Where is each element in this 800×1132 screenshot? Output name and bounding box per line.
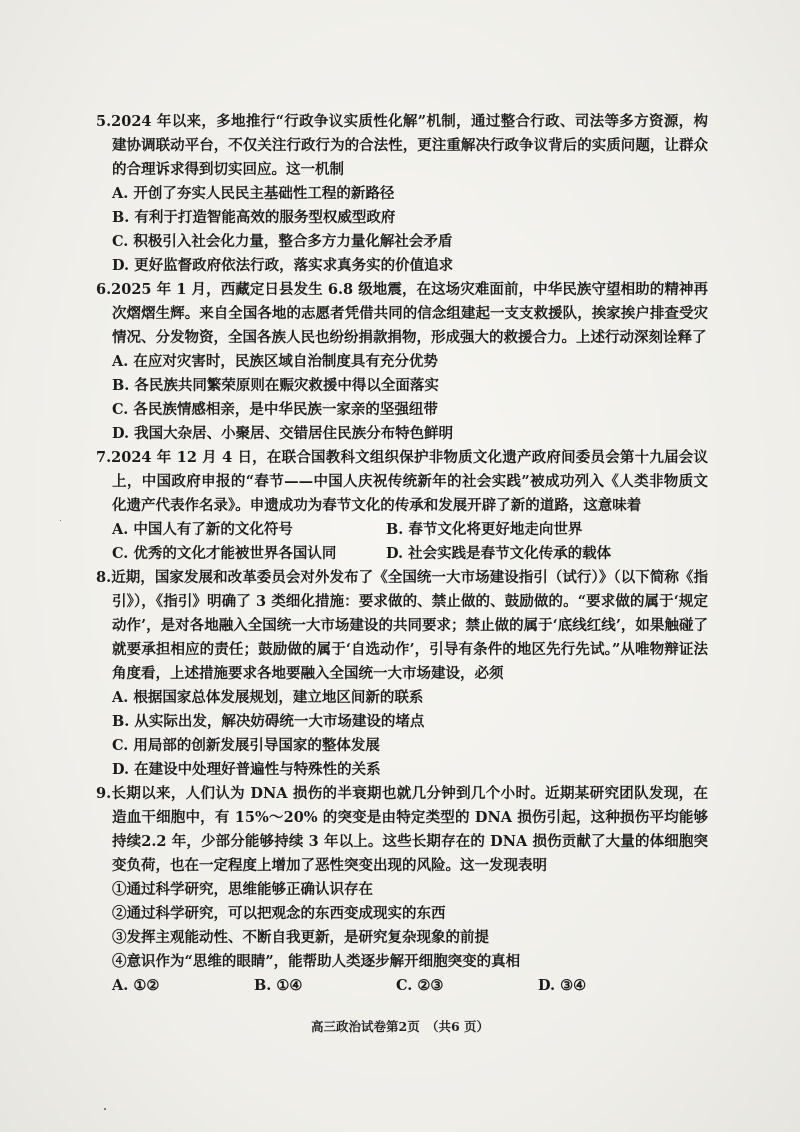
question-6-stem: 6.2025 年 1 月，西藏定日县发生 6.8 级地震，在这场灾难面前，中华民族守望相助的精神再次熠熠生辉。来自全国各地的志愿者凭借共同的信念组建起一支支救援队，挨家挨户排查受灾情况、分发物资，全国各族人民也纷纷捐款捐物，形成强大的救援合力。上述行动深刻诠释了 <box>96 281 708 346</box>
option-a: A. 根据国家总体发展规划，建立地区间新的联系 <box>112 689 424 706</box>
question-number: 8. <box>96 569 112 586</box>
question-7 <box>96 446 708 566</box>
option-c: C. 优秀的文化才能被世界各国认同 <box>112 545 337 562</box>
question-number: 7. <box>96 449 112 466</box>
scan-speck <box>60 520 61 521</box>
statement-2: ②通过科学研究，可以把观念的东西变成现实的东西 <box>112 905 446 922</box>
option-c: C. 积极引入社会化力量，整合多方力量化解社会矛盾 <box>112 233 453 250</box>
option-c: C. 各民族情感相亲，是中华民族一家亲的坚强纽带 <box>112 401 438 418</box>
scan-speck <box>104 1108 106 1110</box>
question-7-stem: 7.2024 年 12 月 4 日，在联合国教科文组织保护非物质文化遗产政府间委员会第十九届会议上，中国政府申报的“春节——中国人庆祝传统新年的社会实践”被成功列入《人类非物质文化遗产代表作名录》。申遗成功为春节文化的传承和发展开辟了新的道路，这意味着 <box>96 449 709 514</box>
question-9-stem: 9.长期以来，人们认为 DNA 损伤的半衰期也就几分钟到几个小时。近期某研究团队发现，在造血干细胞中，有 15%～20% 的突变是由特定类型的 DNA 损伤引起，这种损伤平均能够持续2.2 年，少部分能够持续 3 年以上。这些长期存在的 DNA 损伤贡献了大量的体细胞突变负荷，也在一定程度上增加了恶性突变出现的风险。这一发现表明 <box>96 785 709 874</box>
question-list <box>96 110 708 998</box>
statement-1: ①通过科学研究，思维能够正确认识存在 <box>112 881 373 898</box>
option-a: A. 中国人有了新的文化符号 <box>112 521 293 538</box>
option-b: B. 从实际出发，解决妨碍统一大市场建设的堵点 <box>112 713 425 730</box>
question-6 <box>96 278 708 446</box>
question-8-stem: 8.近期，国家发展和改革委员会对外发布了《全国统一大市场建设指引（试行）》（以下简称《指引》），《指引》明确了 3 类细化措施：要求做的、禁止做的、鼓励做的。“要求做的属于‘规定动作’，是对各地融入全国统一大市场建设的共同要求；禁止做的属于‘底线红线’，如果触碰了就要承担相应的责任；鼓励做的属于‘自选动作’，引导有条件的地区先行先试。”从唯物辩证法角度看，上述措施要求各地要融入全国统一大市场建设，必须 <box>96 569 708 682</box>
question-number: 9. <box>96 785 112 802</box>
option-a: A. ①② <box>112 977 160 994</box>
question-5 <box>96 110 708 278</box>
question-9 <box>96 782 708 998</box>
option-b: B. ①④ <box>254 977 303 994</box>
options-row-2 <box>96 542 708 566</box>
option-d: D. 社会实践是春节文化传承的载体 <box>386 545 612 562</box>
option-a: A. 开创了夯实人民民主基础性工程的新路径 <box>112 185 395 202</box>
question-8 <box>96 566 708 782</box>
option-a: A. 在应对灾害时，民族区域自治制度具有充分优势 <box>112 353 438 370</box>
question-number: 6. <box>96 281 112 298</box>
question-number: 5. <box>96 113 112 130</box>
option-b: B. 各民族共同繁荣原则在赈灾救援中得以全面落实 <box>112 377 439 394</box>
option-b: B. 有利于打造智能高效的服务型权威型政府 <box>112 209 396 226</box>
page-footer: 高三政治试卷第2页 （共6 页） <box>311 1019 489 1034</box>
option-b: B. 春节文化将更好地走向世界 <box>386 521 583 538</box>
option-c: C. 用局部的创新发展引导国家的整体发展 <box>112 737 380 754</box>
statement-3: ③发挥主观能动性、不断自我更新，是研究复杂现象的前提 <box>112 929 489 946</box>
option-d: D. 在建设中处理好普遍性与特殊性的关系 <box>112 761 381 778</box>
option-d: D. 我国大杂居、小聚居、交错居住民族分布特色鲜明 <box>112 425 454 442</box>
options-row <box>96 974 708 998</box>
options-row-1 <box>96 518 708 542</box>
option-c: C. ②③ <box>396 977 444 994</box>
question-5-stem: 5.2024 年以来，多地推行“行政争议实质性化解”机制，通过整合行政、司法等多方资源，构建协调联动平台，不仅关注行政行为的合法性，更注重解决行政争议背后的实质问题，让群众的合理诉求得到切实回应。这一机制 <box>96 113 708 178</box>
option-d: D. 更好监督政府依法行政，落实求真务实的价值追求 <box>112 257 454 274</box>
option-d: D. ③④ <box>538 977 587 994</box>
statement-4: ④意识作为“思维的眼睛”，能帮助人类逐步解开细胞突变的真相 <box>112 953 521 970</box>
